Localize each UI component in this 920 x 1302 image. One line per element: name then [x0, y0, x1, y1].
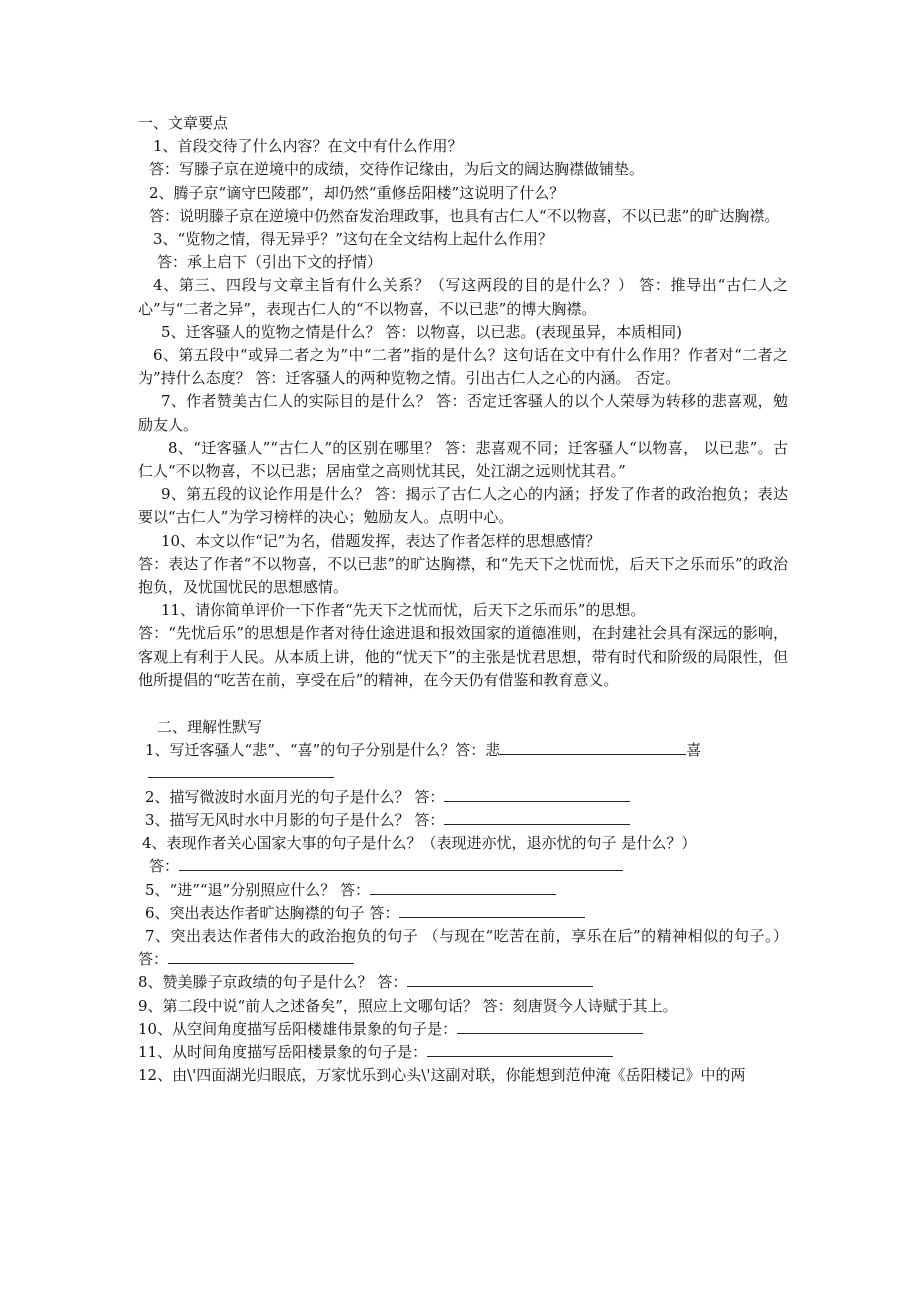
section1-heading: 一、文章要点	[138, 114, 229, 132]
s2-q5-text: 5、“进”“退”分别照应什么？ 答：	[145, 880, 370, 899]
s2-q11-text: 11、从时间角度描写岳阳楼景象的句子是：	[138, 1042, 428, 1061]
answer-blank[interactable]	[370, 879, 556, 895]
s2-q8	[138, 971, 788, 994]
answer-blank[interactable]	[407, 971, 593, 987]
s2-q6	[138, 902, 788, 925]
section2-heading: 二、理解性默写	[157, 718, 263, 737]
s1-q2: 2、腾子京“谪守巴陵郡”，却仍然“重修岳阳楼”这说明了什么？	[149, 183, 565, 202]
answer-blank[interactable]	[427, 1041, 613, 1057]
s2-q8-text: 8、赞美滕子京政绩的句子是什么？ 答：	[138, 973, 408, 992]
s2-q7	[138, 925, 788, 971]
s1-q7: 7、作者赞美古仁人的实际目的是什么？ 答：否定迁客骚人的以个人荣辱为转移的悲喜观，勉励友人。	[138, 392, 788, 434]
s2-q4: 4、表现作者关心国家大事的句子是什么？（表现进亦忧，退亦忧的句子 是什么？）	[142, 834, 697, 853]
answer-blank[interactable]	[457, 1018, 643, 1034]
s1-q5: 5、迁客骚人的览物之情是什么？ 答：以物喜，以已悲。(表现虽异，本质相同)	[161, 322, 683, 341]
answer-blank[interactable]	[399, 902, 585, 918]
answer-blank[interactable]	[444, 809, 630, 825]
answer-blank[interactable]	[500, 739, 686, 755]
s1-q3: 3、“览物之情，得无异乎？”这句在全文结构上起什么作用？	[153, 230, 553, 249]
s2-q2-text: 2、描写微波时水面月光的句子是什么？ 答：	[145, 787, 445, 806]
document-page	[138, 112, 788, 1087]
s1-q10: 10、本文以作“记”为名，借题发挥，表达了作者怎样的思想感情？	[161, 531, 601, 550]
s2-q3-text: 3、描写无风时水中月影的句子是什么？ 答：	[145, 810, 445, 829]
s1-a3: 答：承上启下（引出下文的抒情）	[157, 253, 383, 272]
s1-a11: 答：“先忧后乐”的思想是作者对待仕途进退和报效国家的道德准则，在封建社会具有深远的影响，客观上有利于人民。从本质上讲，他的“忧天下”的主张是忧君思想，带有时代和阶级的局限性，但他所提倡的“吃苦在前，享受在后”的精神，在今天仍有借鉴和教育意义。	[138, 624, 788, 689]
s2-q12: 12、由\'四面湖光归眼底，万家忧乐到心头\'这副对联，你能想到范仲淹《岳阳楼记》中的两	[138, 1066, 746, 1085]
s2-q1	[138, 739, 788, 762]
s1-q9: 9、第五段的议论作用是什么？ 答：揭示了古仁人之心的内涵；抒发了作者的政治抱负；表达要以“古仁人”为学习榜样的决心；勉励友人。点明中心。	[138, 485, 788, 527]
s1-q4: 4、第三、四段与文章主旨有什么关系？（写这两段的目的是什么？） 答：推导出“古仁人之心”与“二者之异”，表现古仁人的“不以物喜，不以已悲”的博大胸襟。	[138, 276, 788, 318]
s1-a10: 答：表达了作者“不以物喜，不以已悲”的旷达胸襟，和“先天下之忧而忧，后天下之乐而乐”的政治抱负，及忧国忧民的思想感情。	[138, 554, 788, 597]
s2-q9: 9、第二段中说“前人之述备矣”，照应上文哪句话？ 答：刻唐贤今人诗赋于其上。	[138, 996, 678, 1015]
answer-blank[interactable]	[148, 762, 334, 778]
s1-a1: 答：写滕子京在逆境中的成绩，交待作记缘由，为后文的阔达胸襟做铺垫。	[149, 160, 645, 179]
s1-q6: 6、第五段中“或异二者之为”中“二者”指的是什么？这句话在文中有什么作用？作者对“二者之为”持什么态度？ 答：迁客骚人的两种览物之情。引出古仁人之心的内涵。 否定。	[138, 346, 788, 388]
s2-q3	[138, 809, 788, 832]
s2-q4-answer-text: 答：	[149, 857, 180, 876]
s2-q1-text: 1、写迁客骚人“悲”、“喜”的句子分别是什么？答：悲	[145, 741, 501, 760]
s1-q8: 8、“迁客骚人”“古仁人”的区别在哪里？ 答：悲喜观不同；迁客骚人“以物喜， 以已悲”。古仁人“不以物喜，不以已悲；居庙堂之高则忧其民，处江湖之远则忧其君。”	[138, 438, 788, 481]
s2-q1-text-b: 喜	[686, 741, 702, 760]
answer-blank[interactable]	[179, 855, 623, 871]
s2-q1-cont	[138, 762, 788, 785]
answer-blank[interactable]	[444, 786, 630, 802]
s2-q4-answer	[138, 855, 788, 878]
s1-a2: 答：说明滕子京在逆境中仍然奋发治理政事，也具有古仁人“不以物喜，不以已悲”的旷达胸襟。	[149, 206, 780, 225]
s2-q10	[138, 1018, 788, 1041]
answer-blank[interactable]	[168, 948, 354, 964]
s2-q2	[138, 786, 788, 809]
s2-q5	[138, 879, 788, 902]
section-gap	[138, 692, 788, 716]
s1-q11: 11、请你简单评价一下作者“先天下之忧而忧，后天下之乐而乐”的思想。	[161, 601, 646, 620]
s2-q7-text: 7、突出表达作者伟大的政治抱负的句子 （与现在“吃苦在前，享乐在后”的精神相似的句子。）答：	[138, 926, 788, 969]
s2-q6-text: 6、突出表达作者旷达胸襟的句子 答：	[145, 903, 400, 922]
s1-q1: 1、首段交待了什么内容？在文中有什么作用？	[153, 137, 463, 156]
s2-q11	[138, 1041, 788, 1064]
s2-q10-text: 10、从空间角度描写岳阳楼雄伟景象的句子是：	[138, 1019, 458, 1038]
